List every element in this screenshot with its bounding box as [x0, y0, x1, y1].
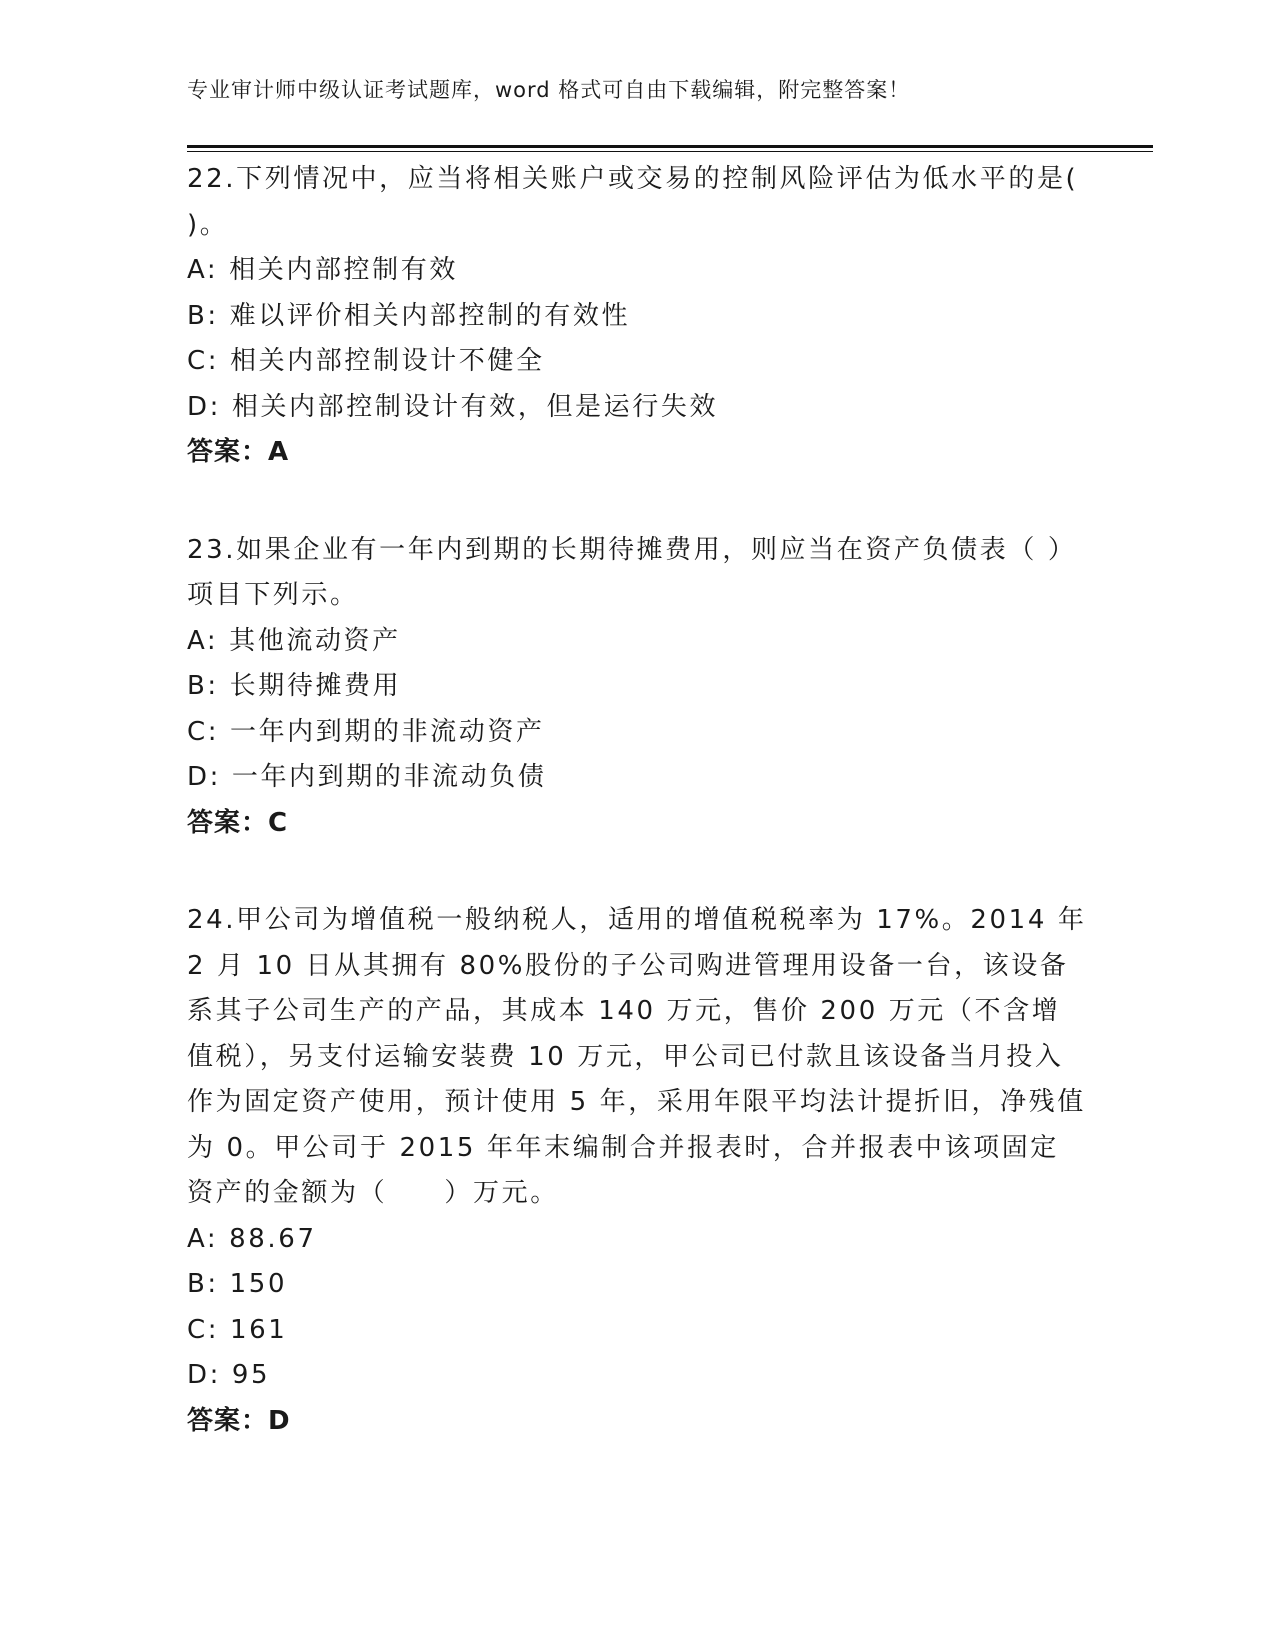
option-b: B: 长期待摊费用 [187, 671, 402, 701]
answer-line [187, 801, 1087, 847]
answer-label: 答案： [187, 1405, 269, 1436]
option-list [187, 248, 1087, 430]
header-rule-thin [187, 151, 1153, 152]
question-24 [187, 898, 1087, 1444]
option-a: A: 其他流动资产 [187, 625, 401, 656]
option-a: A: 相关内部控制有效 [187, 255, 458, 285]
option-b: B: 难以评价相关内部控制的有效性 [187, 300, 631, 331]
option-list [187, 1217, 1087, 1399]
question-list [187, 157, 1087, 1496]
answer-label: 答案： [187, 807, 269, 838]
question-22 [187, 157, 1087, 476]
question-23 [187, 528, 1087, 847]
answer-value: D [268, 1405, 291, 1436]
option-c: C: 一年内到期的非流动资产 [187, 716, 545, 747]
option-c: C: 161 [187, 1314, 288, 1345]
option-d: D: 相关内部控制设计有效，但是运行失效 [187, 391, 719, 422]
answer-value: C [268, 807, 289, 838]
option-a: A: 88.67 [187, 1223, 317, 1254]
question-text: 22.下列情况中，应当将相关账户或交易的控制风险评估为低水平的是( )。 [187, 164, 1079, 240]
question-text: 24.甲公司为增值税一般纳税人，适用的增值税税率为 17%。2014 年 2 月 10 日从其拥有 80%股份的子公司购进管理用设备一台，该设备系其子公司生产的产品，其成本 140 万元，售价 200 万元（不含增值税），另支付运输安装费 10 万元，甲公司已付款且该设备当月投入作为固定资产使用，预计使用 5 年，采用年限平均法计提折旧，净残值为 0。甲公司于 2015 年年末编制合并报表时，合并报表中该项固定资产的金额为（ ）万元。 [187, 905, 1087, 1208]
answer-line [187, 1399, 1087, 1445]
page-header: 专业审计师中级认证考试题库，word 格式可自由下载编辑，附完整答案！ [187, 78, 911, 102]
answer-value: A [268, 437, 290, 467]
answer-line [187, 430, 1087, 476]
option-d: D: 一年内到期的非流动负债 [187, 762, 547, 792]
question-text: 23.如果企业有一年内到期的长期待摊费用，则应当在资产负债表（ ）项目下列示。 [187, 534, 1077, 610]
option-b: B: 150 [187, 1269, 288, 1299]
option-list [187, 619, 1087, 801]
option-d: D: 95 [187, 1360, 271, 1390]
header-rule-thick [187, 145, 1153, 148]
answer-label: 答案： [187, 437, 269, 467]
option-c: C: 相关内部控制设计不健全 [187, 346, 545, 376]
